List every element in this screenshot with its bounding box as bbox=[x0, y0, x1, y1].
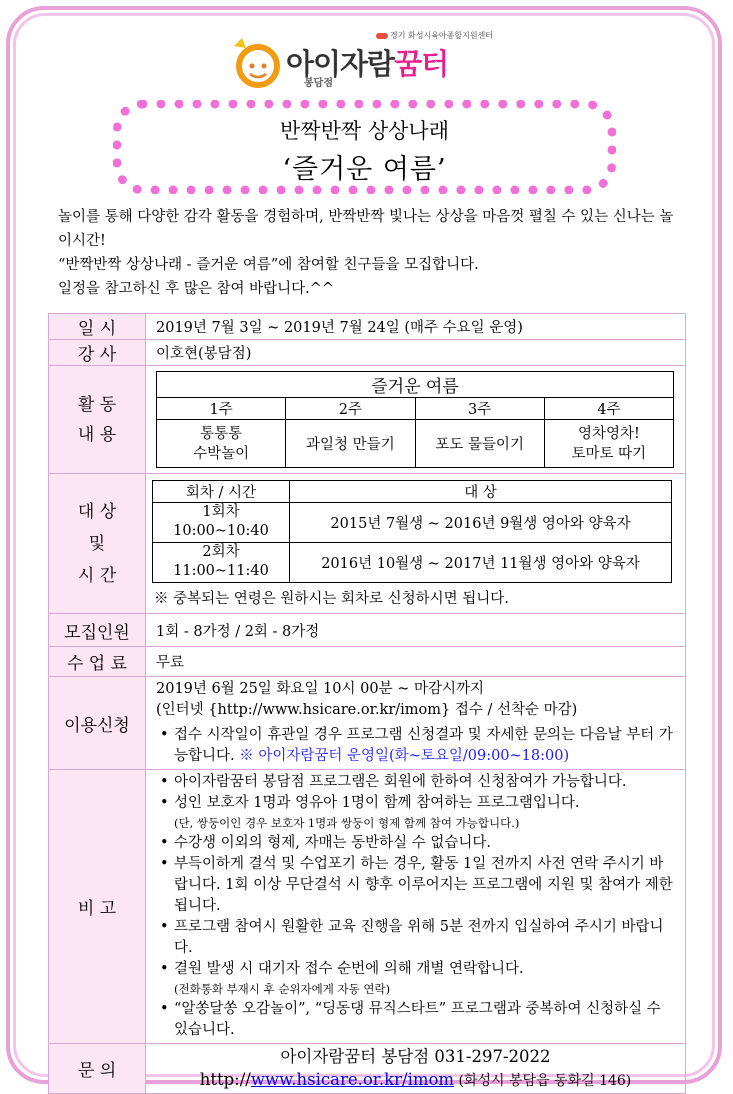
fee-value: 무료 bbox=[146, 647, 686, 677]
list-item: • 아이자람꿈터 봉담점 프로그램은 회원에 한하여 신청참여가 가능합니다. bbox=[156, 772, 675, 793]
branch-name: 봉담점 bbox=[304, 78, 333, 89]
target-table bbox=[152, 480, 672, 583]
contact-info bbox=[146, 1044, 686, 1094]
schedule-value: 2019년 7월 3일 ~ 2019년 7월 24일 (매주 수요일 운영) bbox=[146, 314, 686, 340]
session-cell: 1회차 10:00~10:40 bbox=[153, 502, 290, 542]
apply-notes bbox=[156, 725, 677, 767]
target-label: 대 상 및 시 간 bbox=[49, 474, 146, 614]
apply-period: 2019년 6월 25일 화요일 10시 00분 ~ 마감시까지 bbox=[156, 681, 484, 697]
page-title: ‘즐거운 여름’ bbox=[282, 154, 447, 185]
list-item: • “알쏭달쏭 오감놀이”, “딩동댕 뮤직스타트” 프로그램과 중복하여 신청하실 수 있습니다. bbox=[156, 999, 675, 1041]
org-name: 경기 화성시육아종합지원센터 bbox=[376, 30, 493, 41]
week-header: 1주 bbox=[157, 398, 286, 420]
logo bbox=[228, 28, 528, 88]
week-content: 과일청 만들기 bbox=[286, 420, 415, 468]
week-content: 영차영차! 토마토 따기 bbox=[544, 420, 673, 468]
week-content: 통통통 수박놀이 bbox=[157, 420, 286, 468]
apply-label: 이용신청 bbox=[49, 677, 146, 770]
list-item: (단, 쌍둥이인 경우 보호자 1명과 쌍둥이 형제 함께 참여 가능합니다.) bbox=[174, 816, 520, 830]
target-header: 대 상 bbox=[290, 480, 672, 502]
info-table bbox=[48, 313, 686, 1094]
list-item: • 성인 보호자 1명과 영유아 1명이 함께 참여하는 프로그램입니다. bbox=[156, 793, 675, 814]
recruit-value: 1회 - 8가정 / 2회 - 8가정 bbox=[146, 614, 686, 647]
title-box bbox=[113, 100, 616, 194]
list-item: • 결원 발생 시 대기자 접수 순번에 의해 개별 연락합니다. bbox=[156, 959, 675, 980]
week-header: 2주 bbox=[286, 398, 415, 420]
intro-line: “반짝반짝 상상나래 - 즐거운 여름”에 참여할 친구들을 모집합니다. bbox=[58, 257, 479, 273]
fee-label: 수 업 료 bbox=[49, 647, 146, 677]
list-item: • 접수 시작일이 휴관일 경우 프로그램 신청결과 및 자세한 문의는 다음날 부터 가능합니다. ※ 아이자람꿈터 운영일(화~토요일/09:00~18:00) bbox=[156, 725, 677, 767]
brand-name: 아이자람꿈터 bbox=[286, 47, 449, 81]
list-item: • 프로그램 참여시 원활한 교육 진행을 위해 5분 전까지 입실하여 주시기 바랍니다. bbox=[156, 917, 675, 959]
intro-line: 놀이를 통해 다양한 감각 활동을 경험하며, 반짝반짝 빛나는 상상을 마음껏 펼칠 수 있는 신나는 놀이시간! bbox=[58, 209, 674, 249]
list-item: • 수강생 이외의 형제, 자매는 동반하실 수 없습니다. bbox=[156, 833, 675, 854]
contact-label: 문 의 bbox=[49, 1044, 146, 1094]
session-cell: 2회차 11:00~11:40 bbox=[153, 542, 290, 582]
list-item: (전화통화 부재시 후 순위자에게 자동 연락) bbox=[174, 982, 391, 996]
list-item: • 부득이하게 결석 및 수업포기 하는 경우, 활동 1일 전까지 사전 연락 주시기 바랍니다. 1회 이상 무단결석 시 향후 이루어지는 프로그램에 지원 및 참여가 제한됩니다. bbox=[156, 854, 675, 917]
apply-method: (인터넷 {http://www.hsicare.or.kr/imom} 접수 / 선착순 마감) bbox=[156, 702, 578, 718]
week-header: 4주 bbox=[544, 398, 673, 420]
target-cell: 2015년 7월생 ~ 2016년 9월생 영아와 양육자 bbox=[290, 502, 672, 542]
schedule-label: 일 시 bbox=[49, 314, 146, 340]
remarks-label: 비 고 bbox=[49, 770, 146, 1044]
activity-table-title: 즐거운 여름 bbox=[157, 372, 674, 398]
child-face-icon bbox=[228, 34, 284, 90]
week-content: 포도 물들이기 bbox=[415, 420, 544, 468]
target-note: ※ 중복되는 연령은 원하시는 회차로 신청하시면 됩니다. bbox=[154, 590, 509, 607]
instructor-value: 이호현(봉담점) bbox=[146, 340, 686, 366]
contact-phone: 아이자람꿈터 봉담점 031-297-2022 bbox=[280, 1046, 551, 1066]
intro-text bbox=[58, 205, 683, 301]
intro-line: 일정을 참고하신 후 많은 참여 바랍니다.^^ bbox=[58, 281, 335, 297]
recruit-label: 모집인원 bbox=[49, 614, 146, 647]
instructor-label: 강 사 bbox=[49, 340, 146, 366]
website-link[interactable]: www.hsicare.or.kr/imom bbox=[250, 1069, 455, 1089]
session-header: 회차 / 시간 bbox=[153, 480, 290, 502]
activity-label: 활 동 내 용 bbox=[49, 366, 146, 474]
target-cell: 2016년 10월생 ~ 2017년 11월생 영아와 양육자 bbox=[290, 542, 672, 582]
week-header: 3주 bbox=[415, 398, 544, 420]
remarks-list bbox=[156, 772, 675, 1041]
activity-table bbox=[156, 371, 674, 468]
subtitle: 반짝반짝 상상나래 bbox=[280, 119, 449, 143]
contact-web: http://www.hsicare.or.kr/imom (화성시 봉담읍 동화길 146) bbox=[199, 1069, 632, 1089]
